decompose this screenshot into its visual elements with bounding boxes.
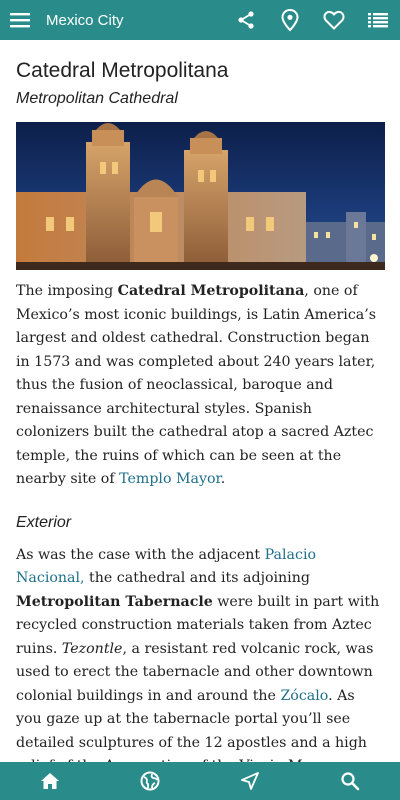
top-app-bar xyxy=(0,0,400,40)
text-segment: , a resistant red volcanic rock, was used to erect the tabernacle and other downtown colonial buildings in and around the xyxy=(16,640,374,704)
menu-button[interactable] xyxy=(0,0,40,40)
share-icon xyxy=(236,10,256,30)
bold-term: Metropolitan Tabernacle xyxy=(16,593,213,610)
article-content[interactable] xyxy=(0,40,400,762)
text-segment: The imposing xyxy=(16,283,118,299)
bottom-nav-bar xyxy=(0,762,400,800)
text-segment: . As you gaze up at the tabernacle portal you’ll see detailed sculptures of the 12 apostles and a high xyxy=(16,687,367,751)
nav-search[interactable] xyxy=(320,762,380,800)
nav-explore[interactable] xyxy=(120,762,180,800)
page-subtitle: Metropolitan Cathedral xyxy=(16,90,178,107)
home-icon xyxy=(40,772,60,790)
text-segment: As was the case with the adjacent xyxy=(16,546,265,563)
text-segment: . xyxy=(220,471,226,487)
page-title: Catedral Metropolitana xyxy=(16,59,229,82)
favorite-button[interactable] xyxy=(312,0,356,40)
share-button[interactable] xyxy=(224,0,268,40)
navigation-arrow-icon xyxy=(241,772,259,790)
italic-term: Tezontle xyxy=(61,640,123,657)
location-button[interactable] xyxy=(268,0,312,40)
zocalo-link[interactable]: Zócalo xyxy=(280,687,329,704)
bold-term: Catedral Metropolitana xyxy=(117,283,305,299)
section-heading-exterior: Exterior xyxy=(16,513,72,531)
exterior-paragraph xyxy=(16,544,384,779)
intro-paragraph xyxy=(16,280,384,492)
nav-nearby[interactable] xyxy=(220,762,280,800)
cathedral-photo xyxy=(16,122,385,270)
list-icon xyxy=(368,12,388,28)
globe-icon xyxy=(140,771,160,791)
location-pin-icon xyxy=(281,9,299,31)
palacio-nacional-link[interactable]: Palacio Nacional, xyxy=(16,546,317,586)
menu-icon xyxy=(10,12,30,28)
text-segment: , one of Mexico’s most iconic buildings, is Latin America’s largest and oldest cathedral. Construction began in 1573 and was completed about 240 years later, thus the fusion of neoclassical, baroque and renaissance architectural styles. Spanish colonizers built the cathedral atop a sacred Aztec temple, the ruins of which can be seen at the nearby site of xyxy=(16,283,377,487)
search-icon xyxy=(341,772,359,790)
text-segment: the cathedral and its adjoining xyxy=(84,570,310,586)
heart-icon xyxy=(323,10,345,30)
templo-mayor-link[interactable]: Templo Mayor xyxy=(119,471,221,487)
nav-home[interactable] xyxy=(20,762,80,800)
app-title: Mexico City xyxy=(46,11,124,29)
text-segment: were built in part with recycled construction materials taken from Aztec ruins. xyxy=(16,593,380,657)
list-button[interactable] xyxy=(356,0,400,40)
